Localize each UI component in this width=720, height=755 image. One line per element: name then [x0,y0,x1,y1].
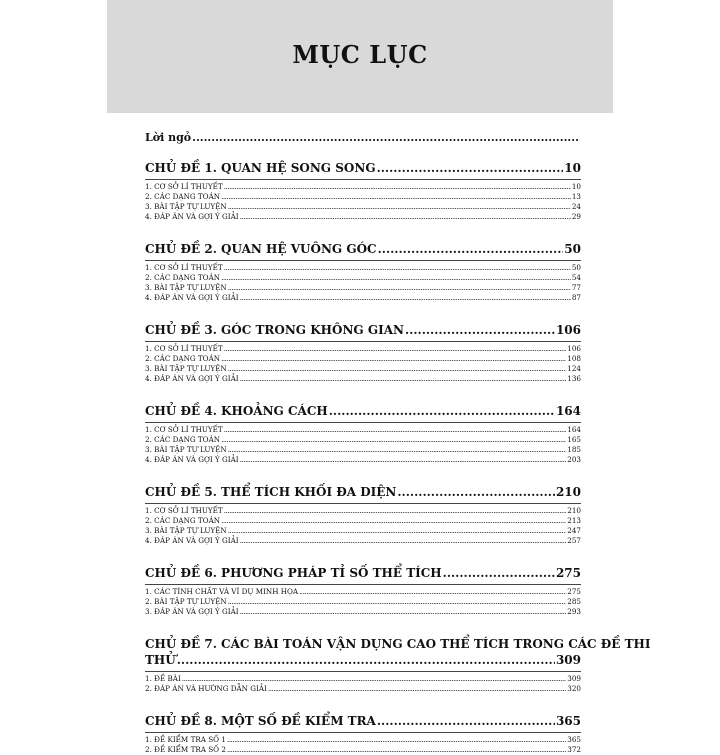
entry-label: 4. ĐÁP ÁN VÀ GỢI Ý GIẢI [145,455,239,464]
title-banner [107,0,613,113]
dot-leader [299,587,566,597]
entry-label: 3. BÀI TẬP TỰ LUYỆN [145,364,227,373]
chapter-title-text: CHỦ ĐỀ 3. GÓC TRONG KHÔNG GIAN [145,323,404,337]
dot-leader [240,374,567,384]
chapter-title-text: CHỦ ĐỀ 6. PHƯƠNG PHÁP TỈ SỐ THỂ TÍCH [145,566,442,580]
chapter-list [145,161,651,755]
toc-entry[interactable] [145,344,581,354]
entry-label: 2. CÁC DẠNG TOÁN [145,435,221,444]
entry-label: 1. CƠ SỞ LÍ THUYẾT [145,182,223,191]
chapter-title-line1: CHỦ ĐỀ 7. CÁC BÀI TOÁN VẬN DỤNG CAO THỂ TÍCH TRONG CÁC ĐỀ THI [145,637,651,651]
chapter-block [145,714,581,755]
chapter-title-text: CHỦ ĐỀ 8. MỘT SỐ ĐỀ KIỂM TRA [145,714,376,728]
chapter-page: 210 [555,485,581,499]
toc-entry[interactable] [145,587,581,597]
dot-leader [224,506,567,516]
entry-page: 293 [567,607,581,616]
entry-label: 3. BÀI TẬP TỰ LUYỆN [145,202,227,211]
toc-entry[interactable] [145,263,581,273]
toc-entry[interactable] [145,212,581,222]
entry-page: 372 [567,745,581,754]
entry-page: 108 [567,354,581,363]
entry-page: 165 [567,435,581,444]
entry-page: 213 [567,516,581,525]
chapter-title-line2: THỬ [145,653,176,667]
toc-entry[interactable] [145,684,581,694]
toc-entry[interactable] [145,354,581,364]
entry-label: 1. CƠ SỞ LÍ THUYẾT [145,425,223,434]
dot-leader [377,161,564,175]
entry-label: 2. CÁC DẠNG TOÁN [145,273,221,282]
chapter-title-text: CHỦ ĐỀ 5. THỂ TÍCH KHỐI ĐA DIỆN [145,485,397,499]
entry-page: 24 [571,202,581,211]
chapter-underline [145,422,581,423]
entry-label: 3. BÀI TẬP TỰ LUYỆN [145,283,227,292]
chapter-page: 106 [555,323,581,337]
dot-leader [329,404,555,418]
toc-entry[interactable] [145,745,581,755]
toc-entry[interactable] [145,425,581,435]
table-of-contents [145,131,651,755]
toc-entry[interactable] [145,445,581,455]
toc-entry[interactable] [145,364,581,374]
dot-leader [224,425,567,435]
chapter-title-continued[interactable] [145,653,581,669]
dot-leader [405,323,555,337]
entry-page: 54 [571,273,581,282]
dot-leader [268,684,566,694]
chapter-block [145,323,581,384]
toc-entry[interactable] [145,516,581,526]
entry-label: 2. CÁC DẠNG TOÁN [145,516,221,525]
chapter-block [145,404,581,465]
entry-label: 4. ĐÁP ÁN VÀ GỢI Ý GIẢI [145,536,239,545]
dot-leader [224,182,571,192]
toc-entry[interactable] [145,182,581,192]
entry-label: 3. ĐÁP ÁN VÀ GỢI Ý GIẢI [145,607,239,616]
entry-page: 247 [567,526,581,535]
dot-leader [377,714,555,728]
entry-label: 1. CƠ SỞ LÍ THUYẾT [145,344,223,353]
entry-label: 4. ĐÁP ÁN VÀ GỢI Ý GIẢI [145,212,239,221]
chapter-title[interactable] [145,566,581,582]
toc-entry[interactable] [145,283,581,293]
page-title: MỤC LỤC [292,40,428,69]
entry-label: 3. BÀI TẬP TỰ LUYỆN [145,526,227,535]
entry-page: 285 [567,597,581,606]
chapter-underline [145,732,581,733]
toc-entry[interactable] [145,735,581,745]
entry-page: 50 [571,263,581,272]
dot-leader [228,283,571,293]
dot-leader [177,653,555,667]
entry-page: 106 [567,344,581,353]
dot-leader [228,526,567,536]
entry-page: 136 [567,374,581,383]
entry-page: 203 [567,455,581,464]
entry-page: 185 [567,445,581,454]
dot-leader [221,354,566,364]
chapter-underline [145,671,581,672]
entry-page: 365 [567,735,581,744]
chapter-block [145,566,581,617]
dot-leader [221,273,571,283]
toc-entry[interactable] [145,293,581,303]
toc-entry[interactable] [145,607,581,617]
dot-leader [240,212,571,222]
dot-leader [240,607,567,617]
entry-label: 2. CÁC DẠNG TOÁN [145,354,221,363]
chapter-underline [145,179,581,180]
entry-page: 164 [567,425,581,434]
dot-leader [228,597,567,607]
toc-entry[interactable] [145,597,581,607]
chapter-block [145,485,581,546]
dot-leader [221,435,566,445]
entry-page: 124 [567,364,581,373]
entry-label: 2. BÀI TẬP TỰ LUYỆN [145,597,227,606]
entry-page: 87 [571,293,581,302]
dot-leader [397,485,555,499]
toc-preface [145,131,581,147]
entry-label: 2. CÁC DẠNG TOÁN [145,192,221,201]
chapter-title-text: CHỦ ĐỀ 1. QUAN HỆ SONG SONG [145,161,376,175]
entry-page: 309 [567,674,581,683]
chapter-block [145,242,581,303]
entry-label: 3. BÀI TẬP TỰ LUYỆN [145,445,227,454]
toc-entry[interactable] [145,202,581,212]
entry-page: 257 [567,536,581,545]
dot-leader [240,293,571,303]
toc-entry[interactable] [145,192,581,202]
dot-leader [240,455,567,465]
chapter-page: 50 [564,242,581,256]
chapter-block [145,637,651,694]
chapter-title-text: CHỦ ĐỀ 4. KHOẢNG CÁCH [145,404,328,418]
entry-page: 29 [571,212,581,221]
chapter-page: 164 [555,404,581,418]
entry-page: 10 [571,182,581,191]
toc-entry[interactable] [145,273,581,283]
chapter-page: 365 [555,714,581,728]
chapter-page: 10 [564,161,581,175]
chapter-underline [145,584,581,585]
entry-label: 1. CƠ SỞ LÍ THUYẾT [145,263,223,272]
entry-page: 210 [567,506,581,515]
dot-leader [228,202,571,212]
toc-entry[interactable] [145,374,581,384]
document-page [107,0,651,754]
entry-label: 4. ĐÁP ÁN VÀ GỢI Ý GIẢI [145,374,239,383]
dot-leader [192,131,580,144]
entry-page: 77 [571,283,581,292]
chapter-title-text: CHỦ ĐỀ 2. QUAN HỆ VUÔNG GÓC [145,242,377,256]
dot-leader [240,536,567,546]
chapter-title[interactable] [145,242,581,258]
dot-leader [224,263,571,273]
toc-entry[interactable] [145,506,581,516]
dot-leader [224,344,567,354]
dot-leader [227,735,566,745]
chapter-title[interactable] [145,485,581,501]
entry-label: 1. CƠ SỞ LÍ THUYẾT [145,506,223,515]
entry-page: 275 [567,587,581,596]
entry-label: 1. ĐỀ BÀI [145,674,181,683]
dot-leader [182,674,566,684]
chapter-title[interactable] [145,404,581,420]
chapter-underline [145,341,581,342]
chapter-page: 275 [555,566,581,580]
dot-leader [443,566,555,580]
chapter-title[interactable] [145,323,581,339]
chapter-underline [145,260,581,261]
dot-leader [378,242,564,256]
dot-leader [228,445,567,455]
preface-label: Lời ngỏ [145,131,192,144]
chapter-title[interactable] [145,714,581,730]
toc-entry[interactable] [145,536,581,546]
entry-label: 4. ĐÁP ÁN VÀ GỢI Ý GIẢI [145,293,239,302]
entry-page: 320 [567,684,581,693]
entry-label: 1. CÁC TÍNH CHẤT VÀ VÍ DỤ MINH HỌA [145,587,299,596]
toc-entry[interactable] [145,455,581,465]
dot-leader [227,745,566,755]
chapter-title[interactable] [145,161,581,177]
chapter-title[interactable] [145,637,651,653]
entry-page: 13 [571,192,581,201]
toc-entry[interactable] [145,526,581,536]
chapter-page: 309 [555,653,581,667]
entry-label: 1. ĐỀ KIỂM TRA SỐ 1 [145,735,226,744]
dot-leader [228,364,567,374]
dot-leader [221,516,566,526]
dot-leader [221,192,571,202]
entry-label: 2. ĐỀ KIỂM TRA SỐ 2 [145,745,226,754]
toc-entry[interactable] [145,435,581,445]
chapter-underline [145,503,581,504]
toc-entry[interactable] [145,674,581,684]
chapter-block [145,161,581,222]
entry-label: 2. ĐÁP ÁN VÀ HƯỚNG DẪN GIẢI [145,684,267,693]
